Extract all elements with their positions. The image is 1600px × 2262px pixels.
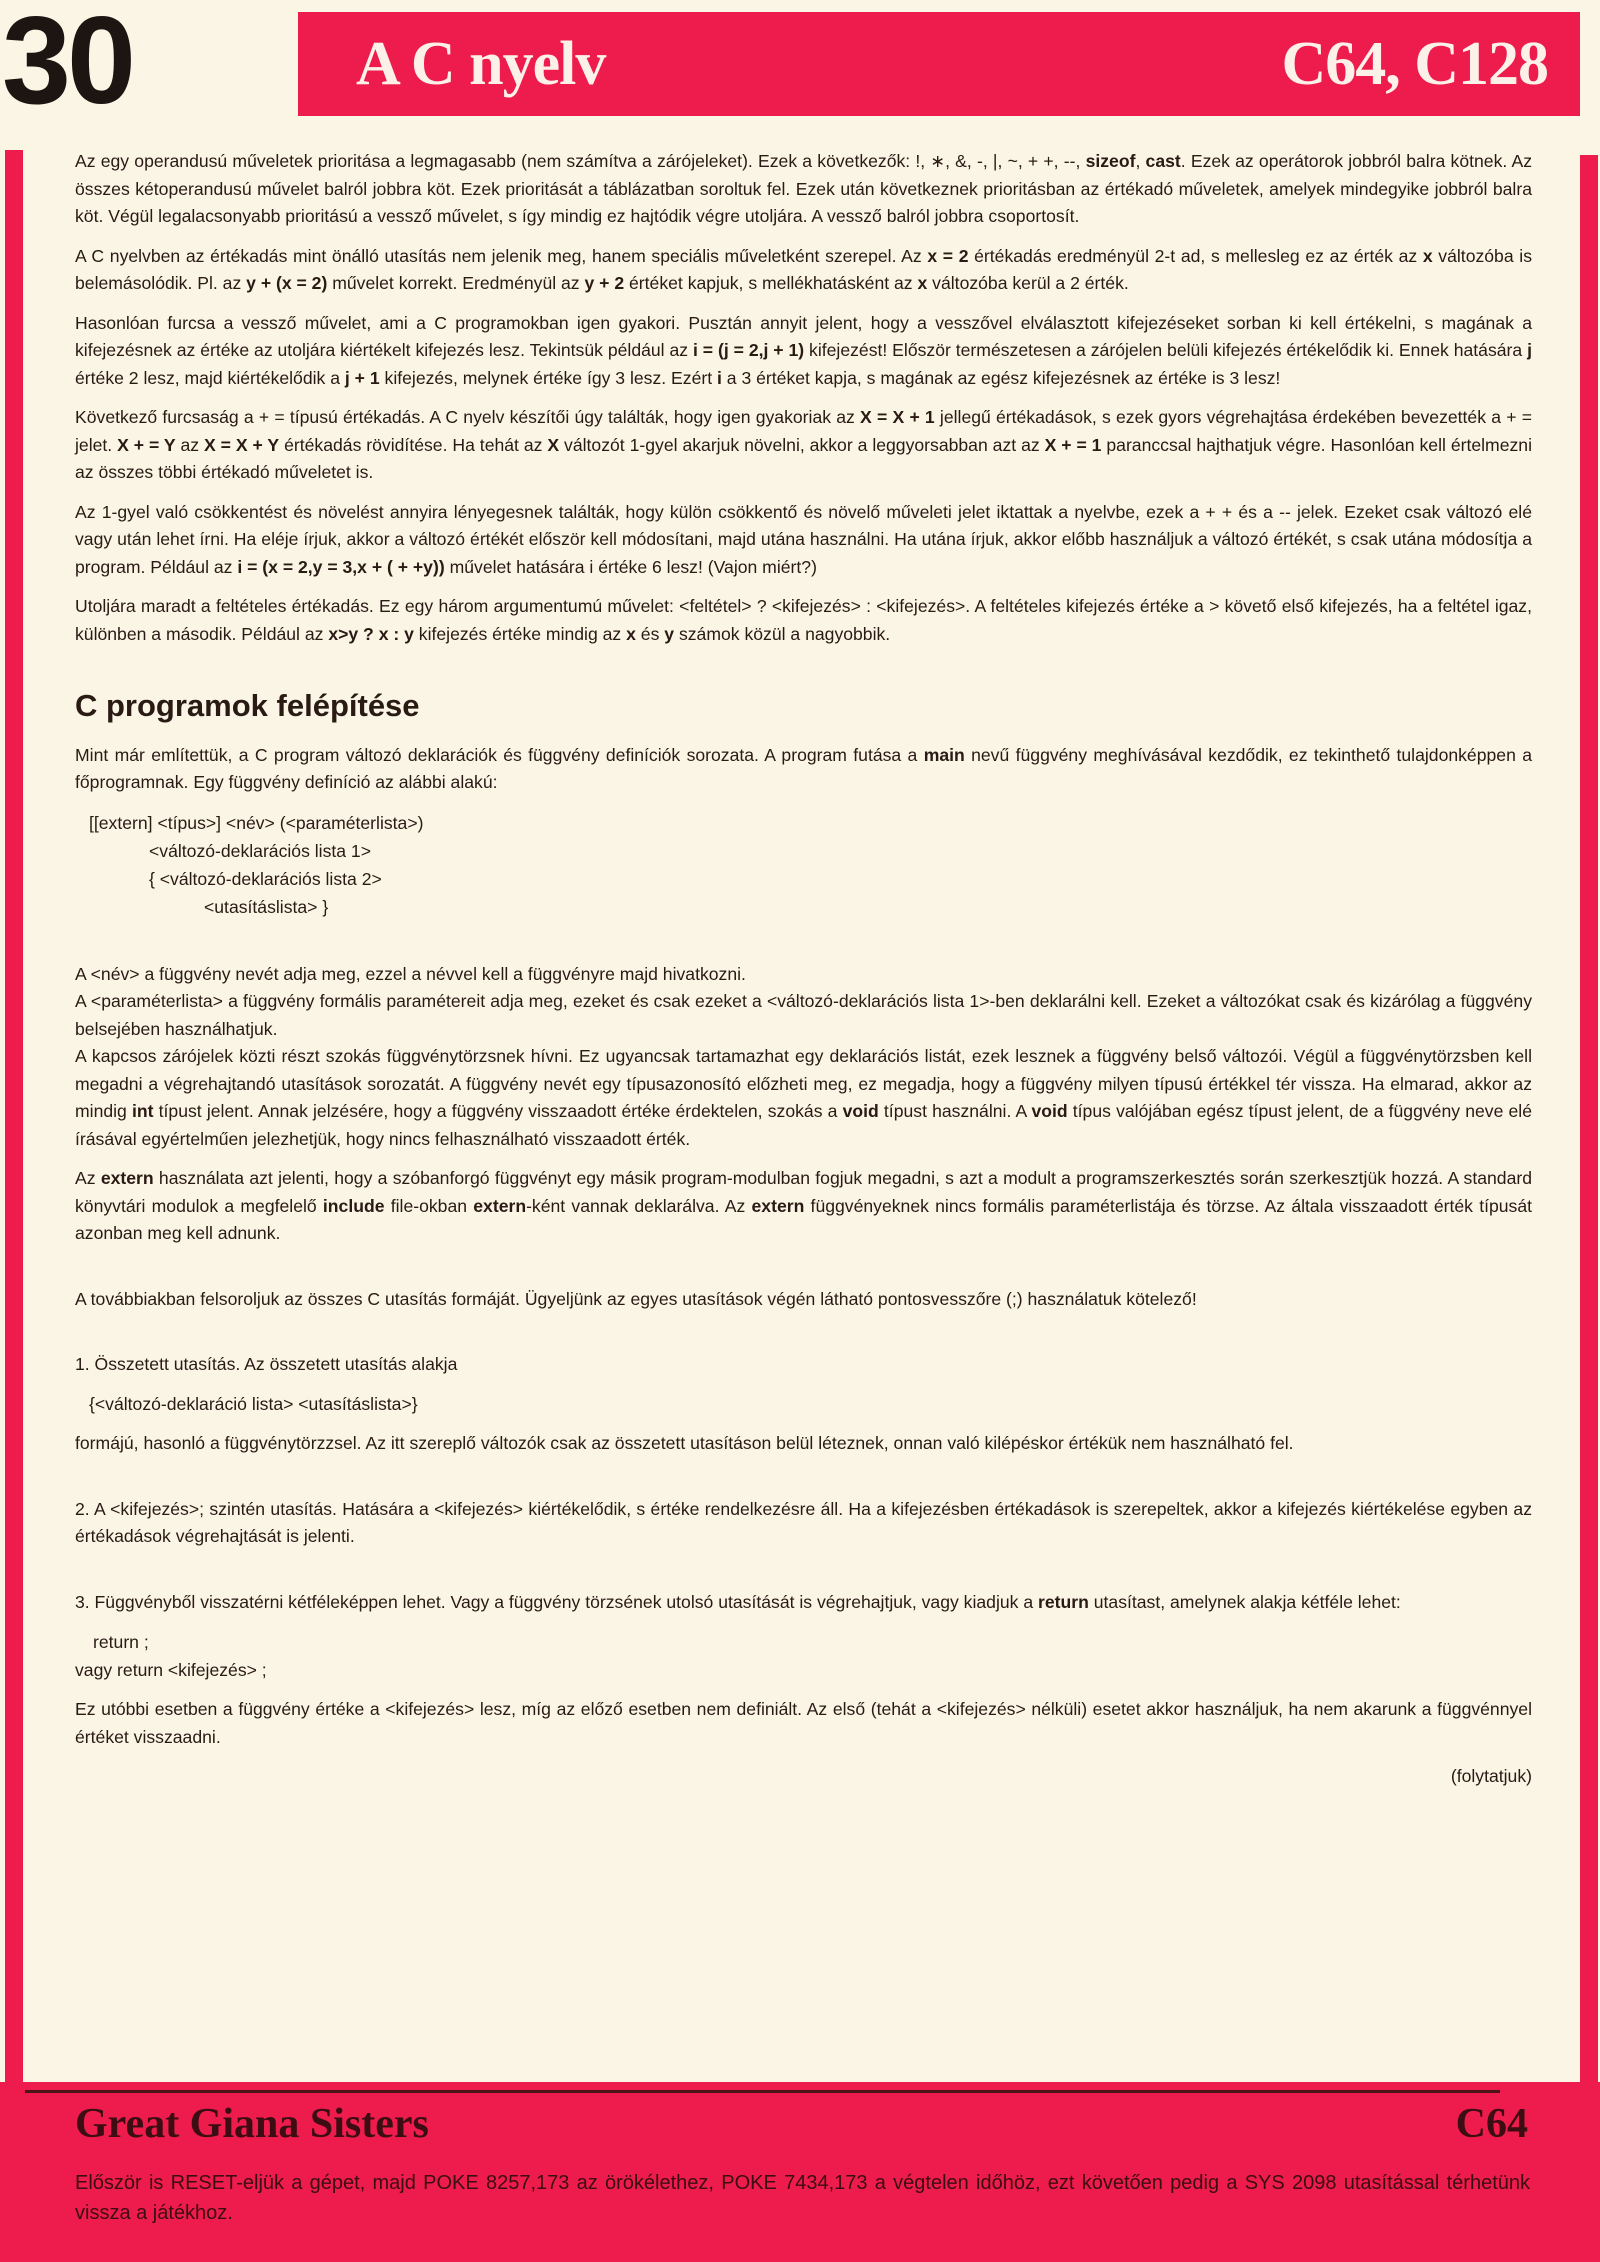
page-number: 30 (2, 0, 132, 130)
bold-term: X = X + Y (204, 434, 280, 455)
paragraph: A <név> a függvény nevét adja meg, ezzel a névvel kell a függvényre majd hivatkozni. (75, 963, 746, 984)
bold-term: X + = 1 (1044, 434, 1102, 455)
tip-game-title: Great Giana Sisters (75, 2101, 429, 2147)
bold-term: i (717, 367, 722, 388)
bold-term: extern (751, 1195, 805, 1216)
bold-term: include (322, 1195, 385, 1216)
paragraph: Az extern használata azt jelenti, hogy a szóbanforgó függvényt egy másik program-modulban fogjuk megadni, s azt a modult a programszerkesztés során szerkesztjük hozzá. A standard könyvtári modulok a megfelelő include file-okban extern-ként vannak deklarálva. Az extern függvényeknek nincs formális paraméterlistája és törzse. Az általa visszaadott érték típusát azonban meg kell adnunk. (75, 1168, 1533, 1243)
paragraph: A <paraméterlista> a függvény formális paramétereit adja meg, ezeket és csak ezeket a <változó-deklarációs lista 1>-ben deklarálni kell. Ezeket a változókat csak és kizárólag a függvény belsejében használhatjuk. (75, 991, 1532, 1039)
divider (25, 2090, 1500, 2093)
bold-term: i = (j = 2,j + 1) (692, 340, 805, 360)
bold-term: extern (473, 1195, 527, 1216)
article-title: A C nyelv (356, 29, 606, 98)
compound-statement-syntax: {<változó-deklaráció lista> <utasításlista>} (89, 1393, 418, 1414)
bold-term: x (1422, 245, 1433, 266)
bold-term: i = (x = 2,y = 3,x + ( + +y)) (237, 556, 445, 577)
bold-term: x>y ? x : y (328, 623, 414, 644)
bold-term: y + 2 (584, 273, 625, 293)
paragraph: formájú, hasonló a függvénytörzzsel. Az itt szereplő változók csak az összetett utasításon belül léteznek, onnan való kilépéskor értékük nem használható fel. (75, 1433, 1294, 1453)
article-body (75, 148, 1532, 1791)
paragraph: Hasonlóan furcsa a vessző művelet, ami a C programokban igen gyakori. Pusztán annyit jelent, hogy a vesszővel elválasztott kifejezéseket sorban ki kell értékelni, s magának a kifejezésnek az értéke az utoljára kiértékelt kifejezés lesz. Tekintsük például az i = (j = 2,j + 1) kifejezést! Először természetesen a zárójelen belüli kifejezés értékelődik ki. Ennek hatására j értéke 2 lesz, majd kiértékelődik a j + 1 kifejezés, melynek értéke így 3 lesz. Ezért i a 3 értéket kapja, s magának az egész kifejezésnek az értéke is 3 lesz! (75, 312, 1532, 388)
bold-term: void (842, 1101, 879, 1121)
bold-term: X + = Y (117, 434, 176, 455)
syntax-line: { <változó-deklarációs lista 2> (149, 868, 382, 889)
bold-term: X = X + 1 (860, 407, 935, 427)
left-border-stripe (5, 150, 23, 2090)
bold-term: x = 2 (927, 245, 969, 266)
paragraph: Ez utóbbi esetben a függvény értéke a <kifejezés> lesz, míg az előző esetben nem definiált. Az első (tehát a <kifejezés> nélküli) esetet akkor használjuk, ha nem akarunk a függvénnyel értéket visszaadni. (75, 1699, 1532, 1747)
bold-term: extern (100, 1168, 154, 1188)
function-definition-syntax (89, 809, 1532, 921)
bold-term: sizeof (1085, 151, 1136, 171)
bold-term: j (1527, 340, 1532, 360)
paragraph: 2. A <kifejezés>; szintén utasítás. Hatására a <kifejezés> kiértékelődik, s értéke rendelkezésre áll. Ha a kifejezésben értékadások is szerepeltek, akkor a kifejezés kiértékelése egyben az értékadások végrehajtását is jelenti. (75, 1498, 1532, 1546)
bold-term: j + 1 (344, 367, 380, 388)
paragraph: Az egy operandusú műveletek prioritása a legmagasabb (nem számítva a zárójeleket). Ezek a következők: !, ∗, &, -, |, ~, + +, --, sizeof, cast. Ezek az operátorok jobbról balra kötnek. Az összes kétoperandusú művelet balról jobbra köt. Ezek prioritását a táblázatban soroltuk fel. Ezek után következnek prioritásban az értékadó műveletek, amelyek mindegyike jobbról balra köt. Végül legalacsonyabb prioritású a vessző művelet, s így mindig ez hajtódik végre utoljára. A vessző balról jobbra csoportosít. (75, 151, 1533, 226)
bold-term: void (1031, 1101, 1068, 1121)
bold-term: x (626, 623, 636, 644)
paragraph: A C nyelvben az értékadás mint önálló utasítás nem jelenik meg, hanem speciális műveletként szerepel. Az x = 2 értékadás eredményül 2-t ad, s mellesleg ez az érték az x változóba is belemásolódik. Pl. az y + (x = 2) művelet korrekt. Eredményül az y + 2 értéket kapjuk, s mellékhatásként az x változóba kerül a 2 érték. (75, 245, 1532, 293)
syntax-line: vagy return <kifejezés> ; (75, 1660, 267, 1680)
bold-term: y (664, 623, 675, 644)
bold-term: cast (1145, 151, 1181, 171)
syntax-line: return ; (93, 1632, 149, 1652)
right-border-stripe (1580, 155, 1598, 2090)
bold-term: X (547, 434, 560, 455)
tip-box (0, 2082, 1600, 2262)
return-syntax (75, 1628, 1532, 1684)
bold-term: int (132, 1101, 154, 1121)
syntax-line: [[extern] <típus>] <név> (<paraméterlista>) (89, 812, 424, 833)
bold-term: main (923, 744, 965, 765)
paragraph: A továbbiakban felsoroljuk az összes C utasítás formáját. Ügyeljünk az egyes utasítások végén látható pontosvesszőre (;) használatuk kötelező! (75, 1288, 1197, 1309)
paragraph: 3. Függvényből visszatérni kétféleképpen lehet. Vagy a függvény törzsének utolsó utasítását is végrehajtjuk, vagy kiadjuk a return utasítast, amelynek alakja kétféle lehet: (75, 1591, 1401, 1612)
bold-term: y + (x = 2) (246, 273, 328, 293)
bold-term: return (1038, 1591, 1089, 1612)
continued-note: (folytatjuk) (1450, 1766, 1532, 1786)
section-heading: C programok felépítése (75, 688, 420, 723)
tip-platform: C64 (1455, 2101, 1528, 2147)
header-bar (298, 12, 1580, 116)
syntax-line: <utasításlista> } (204, 896, 329, 917)
platform-label: C64, C128 (1281, 29, 1548, 98)
paragraph: Mint már említettük, a C program változó deklarációk és függvény definíciók sorozata. A program futása a main nevű függvény meghívásával kezdődik, ez tekinthető tulajdonképpen a főprogramnak. Egy függvény definíció az alábbi alakú: (75, 744, 1532, 792)
tip-text: Először is RESET-eljük a gépet, majd POKE 8257,173 az örökélethez, POKE 7434,173 a végtelen időhöz, ezt követően pedig a SYS 2098 utasítással térhetünk vissza a játékhoz. (75, 2172, 1530, 2224)
paragraph: Az 1-gyel való csökkentést és növelést annyira lényegesnek találták, hogy külön csökkentő és növelő műveleti jelet iktattak a nyelvbe, ezek a + + és a -- jelek. Ezeket csak változó elé vagy után lehet írni. Ha eléje írjuk, akkor a változó értékét először kell módosítani, majd utána használni. Ha utána írjuk, akkor előbb használjuk a változó értékét, s csak utána módosítja a program. Például az i = (x = 2,y = 3,x + ( + +y)) művelet hatására i értéke 6 lesz! (Vajon miért?) (75, 501, 1532, 577)
paragraph: 1. Összetett utasítás. Az összetett utasítás alakja (75, 1354, 458, 1374)
bold-term: x (917, 273, 928, 293)
paragraph: Következő furcsaság a + = típusú értékadás. A C nyelv készítői úgy találták, hogy igen gyakoriak az X = X + 1 jellegű értékadások, s ezek gyors végrehajtása érdekében bevezették a + = jelet. X + = Y az X = X + Y értékadás rövidítése. Ha tehát az X változót 1-gyel akarjuk növelni, akkor a leggyorsabban azt az X + = 1 paranccsal hajthatjuk végre. Hasonlóan kell értelmezni az összes többi értékadó műveletet is. (75, 407, 1533, 482)
paragraph: Utoljára maradt a feltételes értékadás. Ez egy három argumentumú művelet: <feltétel> ? <kifejezés> : <kifejezés>. A feltételes kifejezés értéke a > követő első kifejezés, ha a feltétel igaz, különben a második. Például az x>y ? x : y kifejezés értéke mindig az x és y számok közül a nagyobbik. (75, 596, 1532, 644)
paragraph: A kapcsos zárójelek közti részt szokás függvénytörzsnek hívni. Ez ugyancsak tartamazhat egy deklarációs listát, ezek lesznek a függvény belső változói. Végül a függvénytörzsben kell megadni a végrehajtandó utasítások sorozatát. A függvény nevét egy típusazonosító előzheti meg, ez megadja, hogy a függvény milyen típusú értékkel tér vissza. Ha elmarad, akkor az mindig int típust jelent. Annak jelzésére, hogy a függvény visszaadott értéke érdektelen, szokás a void típust használni. A void típus valójában egész típust jelent, de a függvény neve elé írásával egyértelműen jelezhetjük, hogy nincs felhasználható visszaadott érték. (75, 1046, 1532, 1149)
syntax-line: <változó-deklarációs lista 1> (149, 840, 371, 861)
